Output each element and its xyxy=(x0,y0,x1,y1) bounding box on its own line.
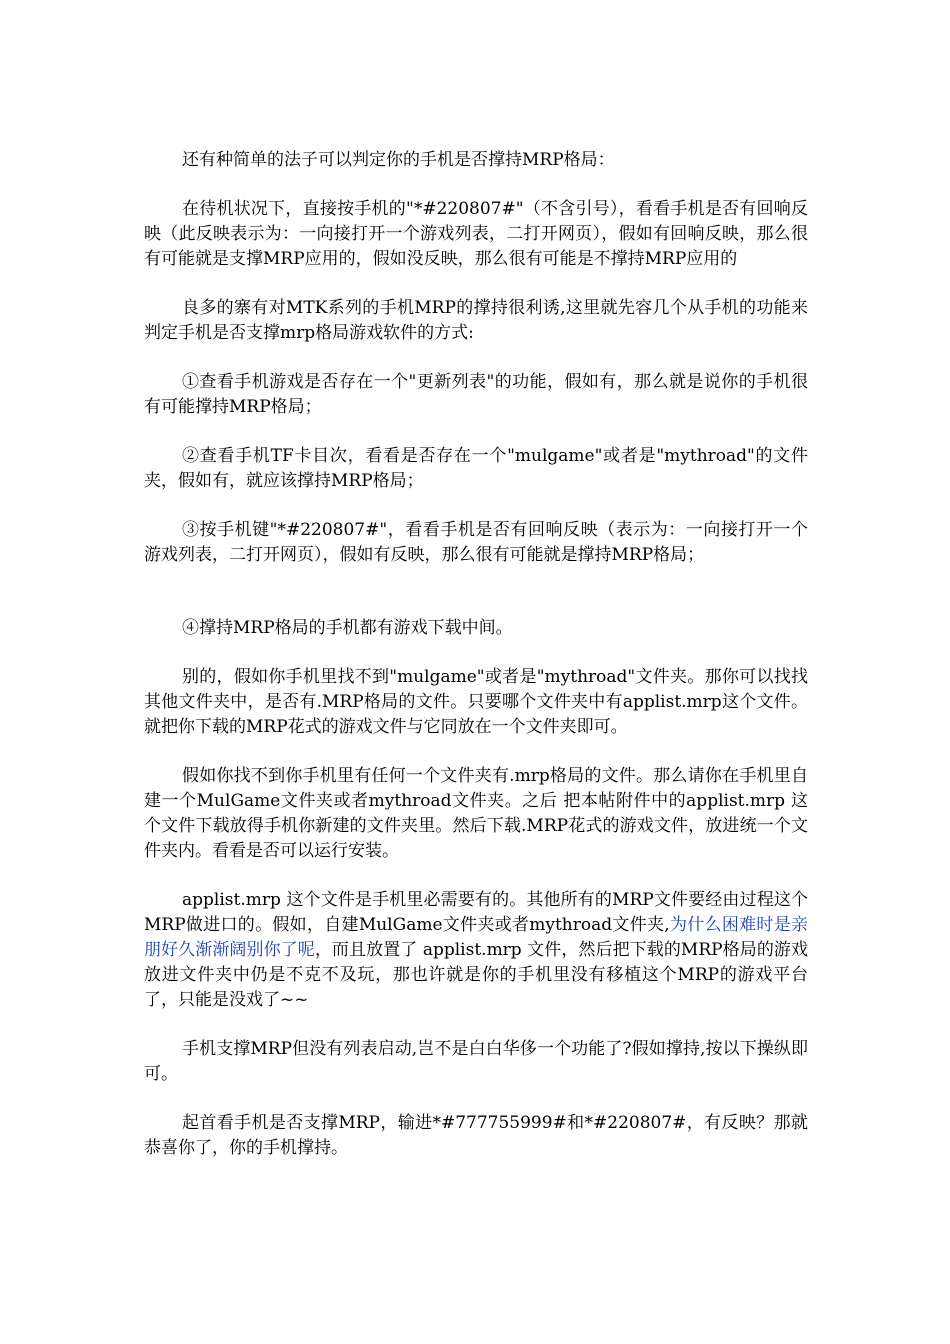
paragraph-create-folder: 假如你找不到你手机里有任何一个文件夹有.mrp格局的文件。那么请你在手机里自建一个MulGame文件夹或者mythroad文件夹。之后 把本帖附件中的applist.mrp 这个文件下载放得手机你新建的文件夹里。然后下载.MRP花式的游戏文件，放进统一个文件夹内。看看是否可以运行安装。 xyxy=(144,766,808,861)
paragraph-method-4: ④撑持MRP格局的手机都有游戏下载中间。 xyxy=(182,618,513,638)
paragraph-list-launch: 手机支撑MRP但没有列表启动,岂不是白白华侈一个功能了?假如撑持,按以下操纵即可。 xyxy=(144,1039,808,1084)
paragraph-mtk-methods: 良多的寨有对MTK系列的手机MRP的撑持很利诱,这里就先容几个从手机的功能来判定手机是否支撑mrp格局游戏软件的方式: xyxy=(144,298,808,343)
paragraph-method-1: ①查看手机游戏是否存在一个"更新列表"的功能，假如有，那么就是说你的手机很有可能撑持MRP格局； xyxy=(144,372,808,417)
paragraph-first-check: 起首看手机是否支撑MRP，输进*#777755999#和*#220807#，有反映？那就恭喜你了，你的手机撑持。 xyxy=(144,1113,808,1158)
document-body xyxy=(144,148,808,1185)
applist-text-before: applist.mrp 这个文件是手机里必需要有的。其他所有的MRP文件要经由过程这个MRP做进口的。假如，自建MulGame文件夹或者mythroad文件夹, xyxy=(144,890,808,935)
paragraph-method-3: ③按手机键"*#220807#"，看看手机是否有回响反映（表示为：一向接打开一个游戏列表，二打开网页），假如有反映，那么很有可能就是撑持MRP格局； xyxy=(144,520,808,565)
paragraph-intro: 还有种简单的法子可以判定你的手机是否撑持MRP格局： xyxy=(182,150,615,170)
inline-link[interactable]: 为什么困难时是亲朋好久渐渐阔别你了呢 xyxy=(144,915,808,960)
paragraph-standby-check: 在待机状况下，直接按手机的"*#220807#"（不含引号），看看手机是否有回响反映（此反映表示为：一向接打开一个游戏列表，二打开网页），假如有回响反映，那么很有可能就是支撑MRP应用的，假如没反映，那么很有可能是不撑持MRP应用的 xyxy=(144,199,808,269)
paragraph-applist xyxy=(144,888,808,1013)
applist-text-after: ，而且放置了 applist.mrp 文件，然后把下载的MRP格局的游戏放进文件夹中仍是不克不及玩，那也许就是你的手机里没有移植这个MRP的游戏平台了，只能是没戏了~~ xyxy=(144,940,808,1010)
paragraph-method-2: ②查看手机TF卡目次，看看是否存在一个"mulgame"或者是"mythroad"的文件夹，假如有，就应该撑持MRP格局； xyxy=(144,446,808,491)
paragraph-find-folder: 别的，假如你手机里找不到"mulgame"或者是"mythroad"文件夹。那你可以找找其他文件夹中，是否有.MRP格局的文件。只要哪个文件夹中有applist.mrp这个文件。就把你下载的MRP花式的游戏文件与它同放在一个文件夹即可。 xyxy=(144,667,808,737)
